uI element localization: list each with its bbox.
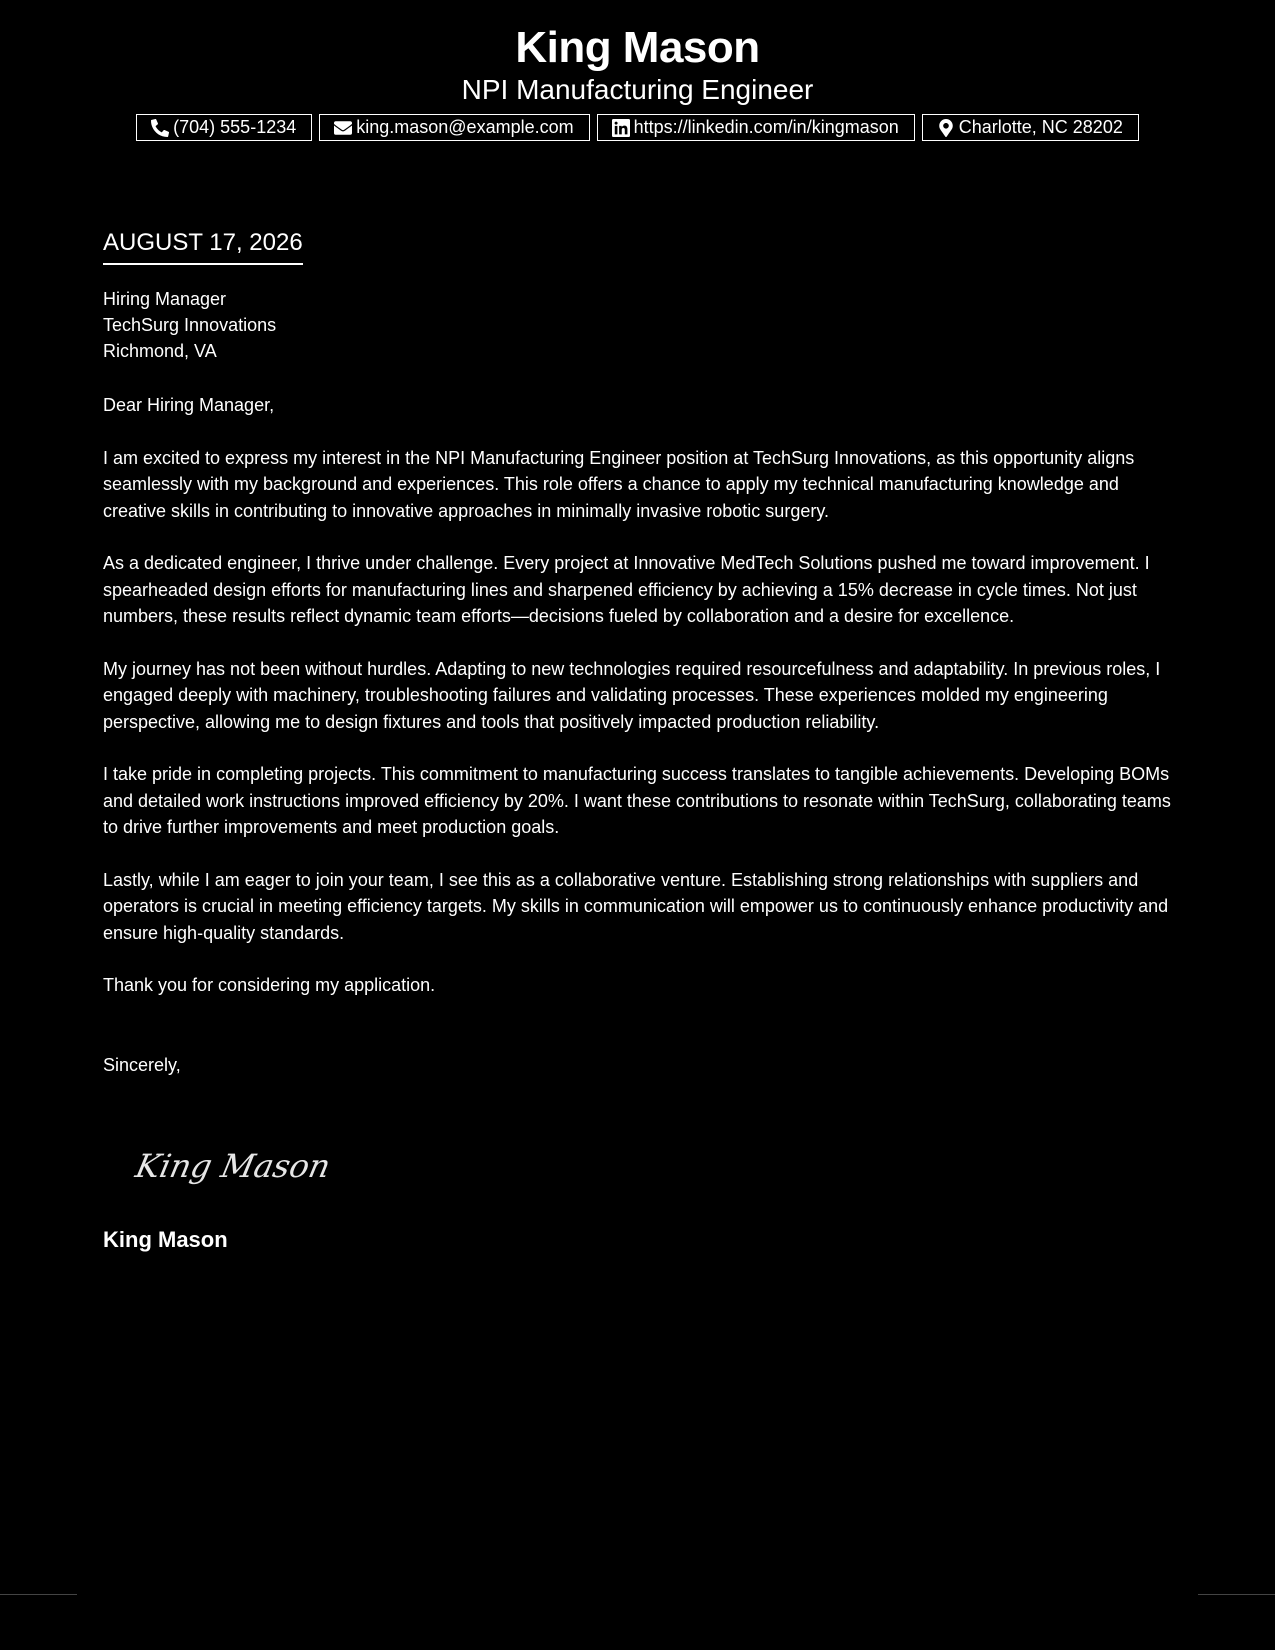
body-paragraph: My journey has not been without hurdles. Adapting to new technologies required resourcefulness and adaptability. In previous roles, I engaged deeply with machinery, troubleshooting failures and validating processes. These experiences molded my engineering perspective, allowing me to design fixtures and tools that positively impacted production reliability. [103,658,1161,732]
letter-body [103,228,1183,1078]
body-paragraph: As a dedicated engineer, I thrive under challenge. Every project at Innovative MedTech Solutions pushed me toward improvement. I spearheaded design efforts for manufacturing lines and sharpened efficiency by achieving a 15% decrease in cycle times. Not just numbers, these results reflect dynamic team efforts—decisions fueled by collaboration and a desire for excellence. [103,553,1150,626]
salutation: Dear Hiring Manager, [103,395,275,415]
linkedin-url: https://linkedin.com/in/kingmason [633,117,899,137]
contact-linkedin[interactable] [597,114,915,141]
recipient-title: Hiring Manager [103,289,227,309]
applicant-name: King Mason [515,23,760,72]
phone-icon [151,119,169,137]
page-corner-divider-right [1198,1594,1275,1595]
handwritten-signature [131,1135,351,1197]
page-corner-divider-left [0,1594,77,1595]
contact-location[interactable] [922,114,1139,141]
body-paragraph: Lastly, while I am eager to join your team, I see this as a collaborative venture. Establishing strong relationships with suppliers and operators is crucial in meeting efficiency targets. My skills in communication will empower us to continuously enhance productivity and ensure high-quality standards. [103,869,1169,943]
closing-phrase: Sincerely, [103,1054,181,1075]
map-marker-icon [937,119,955,137]
body-paragraph: I take pride in completing projects. This commitment to manufacturing success translates to tangible achievements. Developing BOMs and detailed work instructions improved efficiency by 20%. I want these contributions to resonate within TechSurg, collaborating teams to drive further improvements and meet production goals. [103,764,1171,837]
location-text: Charlotte, NC 28202 [958,117,1123,137]
envelope-icon [334,119,352,137]
recipient-company: TechSurg Innovations [103,315,277,335]
contact-phone[interactable] [136,114,312,141]
applicant-job-title: NPI Manufacturing Engineer [461,74,814,105]
phone-number: (704) 555-1234 [173,117,297,137]
recipient-location: Richmond, VA [103,341,217,361]
letter-header [0,22,1275,106]
recipient-block [103,286,1183,364]
contact-bar [0,114,1275,141]
letter-date: AUGUST 17, 2026 [103,228,303,265]
body-paragraph: I am excited to express my interest in the NPI Manufacturing Engineer position at TechSurg Innovations, as this opportunity aligns seamlessly with my background and experiences. This role offers a chance to apply my technical manufacturing knowledge and creative skills in contributing to innovative approaches in minimally invasive robotic surgery. [103,447,1135,521]
contact-email[interactable] [319,114,589,141]
linkedin-icon [612,119,630,137]
signature-script: King Mason [132,1147,334,1185]
body-paragraph: Thank you for considering my application. [103,975,436,995]
email-address: king.mason@example.com [356,117,574,137]
signed-name: King Mason [103,1227,228,1252]
